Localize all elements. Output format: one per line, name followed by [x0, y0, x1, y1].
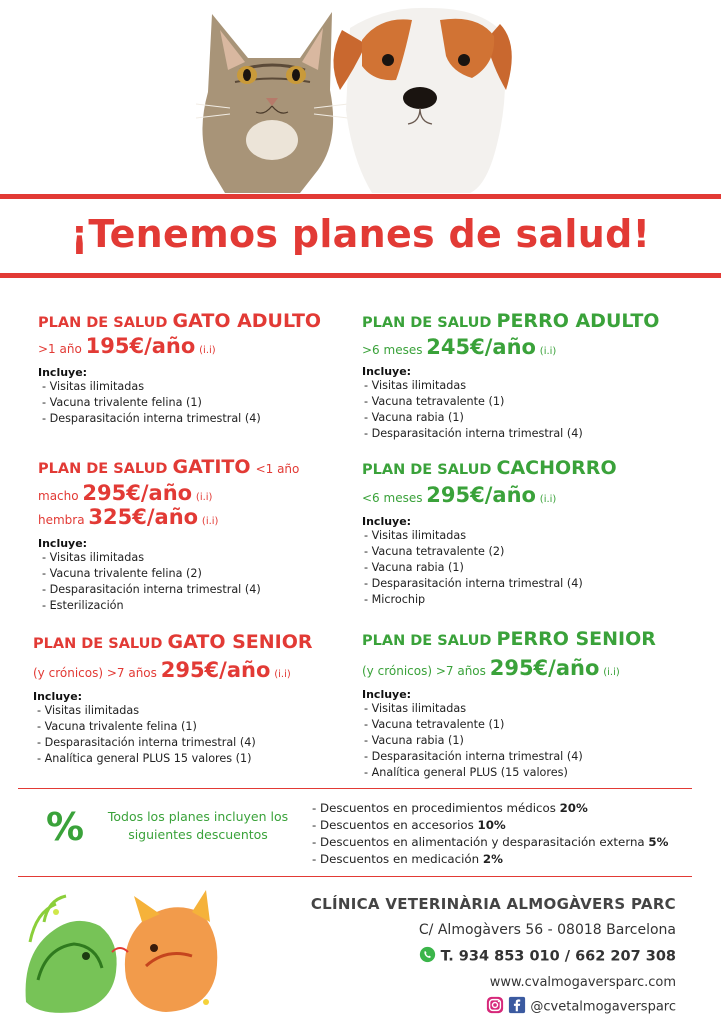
list-item: - Desparasitación interna trimestral (4) — [364, 576, 617, 592]
list-item: - Visitas ilimitadas — [364, 701, 656, 717]
list-item: - Visitas ilimitadas — [364, 528, 617, 544]
plan-qualifier: <6 meses — [362, 491, 423, 505]
list-item: - Desparasitación interna trimestral (4) — [42, 411, 321, 427]
plan-price: 295€/año — [489, 656, 600, 680]
list-item: - Vacuna rabia (1) — [364, 733, 656, 749]
plan-qualifier: macho — [38, 489, 79, 503]
includes-label: Incluye: — [362, 688, 412, 701]
list-item: - Analítica general PLUS (15 valores) — [364, 765, 656, 781]
plan-name: GATO ADULTO — [172, 310, 322, 332]
plan-heading — [362, 457, 617, 479]
plan-age: <1 año — [255, 462, 300, 476]
plan-heading — [33, 631, 313, 653]
discounts-bottom-rule — [18, 876, 692, 877]
plan-name: CACHORRO — [496, 457, 617, 479]
includes-label: Incluye: — [38, 366, 88, 379]
plan-price: 295€/año — [426, 483, 536, 507]
plan-price-line — [362, 335, 659, 359]
list-item: - Analítica general PLUS 15 valores (1) — [37, 751, 313, 767]
instagram-icon[interactable] — [486, 996, 504, 1018]
plan-cachorro — [362, 457, 617, 608]
plan-items — [37, 703, 313, 767]
clinic-address: C/ Almogàvers 56 - 08018 Barcelona — [418, 922, 676, 938]
plan-gato-adulto — [38, 310, 321, 427]
list-item: - Vacuna tetravalente (2) — [364, 544, 617, 560]
plan-name: GATITO — [172, 456, 251, 478]
dog-photo — [333, 8, 511, 193]
plan-price: 195€/año — [85, 334, 196, 358]
plan-price: 245€/año — [426, 335, 536, 359]
title-top-rule — [0, 194, 721, 199]
plan-tax-note: (i.i) — [274, 669, 291, 680]
plan-price: 295€/año — [160, 658, 271, 682]
whatsapp-icon — [419, 946, 436, 967]
clinic-info — [311, 895, 676, 1018]
plan-tax-note: (i.i) — [539, 346, 557, 357]
list-item: - Visitas ilimitadas — [37, 703, 313, 719]
clinic-name: CLÍNICA VETERINÀRIA ALMOGÀVERS PARC — [310, 895, 676, 913]
list-item: - Vacuna trivalente felina (1) — [42, 395, 321, 411]
discount-item: - Descuentos en accesorios 10% — [312, 817, 668, 834]
plan-name: PERRO ADULTO — [496, 310, 660, 332]
plan-perro-adulto — [362, 310, 659, 442]
list-item: - Desparasitación interna trimestral (4) — [364, 749, 656, 765]
discount-item: - Descuentos en alimentación y desparasitación externa 5% — [312, 834, 668, 851]
list-item: - Vacuna tetravalente (1) — [364, 394, 659, 410]
plan-heading — [38, 456, 299, 478]
plan-qualifier: >6 meses — [362, 343, 423, 357]
discount-item: - Descuentos en medicación 2% — [312, 851, 668, 868]
plan-perro-senior — [362, 628, 656, 781]
includes-label: Incluye: — [362, 515, 412, 528]
plan-prefix: PLAN DE SALUD — [362, 633, 492, 649]
plan-heading — [362, 310, 659, 332]
plan-tax-note: (i.i) — [603, 667, 620, 678]
plan-price: 325€/año — [88, 505, 199, 529]
plan-tax-note: (i.i) — [201, 516, 219, 527]
plan-prefix: PLAN DE SALUD — [362, 315, 492, 331]
includes-label: Incluye: — [362, 365, 412, 378]
plan-price-line-hembra — [38, 505, 299, 529]
list-item: - Esterilización — [42, 598, 299, 614]
clinic-social-handle[interactable]: @cvetalmogaversparc — [530, 999, 676, 1015]
clinic-website[interactable]: www.cvalmogaversparc.com — [489, 975, 676, 990]
plan-prefix: PLAN DE SALUD — [33, 636, 163, 652]
discounts-intro: Todos los planes incluyen los siguientes descuentos — [107, 809, 289, 842]
watercolor-pets-art — [16, 882, 226, 1017]
plan-heading — [38, 310, 321, 332]
plan-tax-note: (i.i) — [539, 494, 557, 505]
list-item: - Vacuna rabia (1) — [364, 410, 659, 426]
clinic-social-line[interactable] — [311, 996, 676, 1018]
clinic-phone[interactable]: T. 934 853 010 / 662 207 308 — [440, 948, 676, 965]
discounts-top-rule — [18, 788, 692, 789]
list-item: - Vacuna trivalente felina (1) — [37, 719, 313, 735]
discount-item: - Descuentos en procedimientos médicos 20% — [312, 800, 668, 817]
includes-label: Incluye: — [38, 537, 88, 550]
list-item: - Visitas ilimitadas — [364, 378, 659, 394]
includes-label: Incluye: — [33, 690, 83, 703]
plan-price-line-macho — [38, 481, 299, 505]
plan-prefix: PLAN DE SALUD — [38, 315, 168, 331]
facebook-icon[interactable] — [508, 996, 526, 1018]
plan-price-line — [38, 334, 321, 358]
discounts-list — [312, 800, 668, 868]
plan-qualifier: hembra — [38, 513, 85, 527]
plan-price-line — [33, 658, 313, 682]
plan-tax-note: (i.i) — [199, 345, 216, 356]
plan-price-line — [362, 483, 617, 507]
hero-pets-photo — [0, 0, 721, 195]
plan-items — [42, 379, 321, 427]
plan-qualifier: (y crónicos) >7 años — [33, 666, 157, 680]
plan-name: PERRO SENIOR — [496, 628, 656, 650]
plan-name: GATO SENIOR — [167, 631, 313, 653]
plan-items — [364, 378, 659, 442]
percent-icon: % — [46, 805, 85, 849]
plan-gatito — [38, 456, 299, 614]
title-bottom-rule — [0, 273, 721, 278]
list-item: - Vacuna tetravalente (1) — [364, 717, 656, 733]
list-item: - Vacuna trivalente felina (2) — [42, 566, 299, 582]
plan-heading — [362, 628, 656, 650]
plan-price: 295€/año — [82, 481, 193, 505]
plan-prefix: PLAN DE SALUD — [38, 461, 168, 477]
plan-items — [364, 701, 656, 781]
plan-prefix: PLAN DE SALUD — [362, 462, 492, 478]
plan-qualifier: (y crónicos) >7 años — [362, 664, 486, 678]
list-item: - Visitas ilimitadas — [42, 379, 321, 395]
clinic-phone-line[interactable] — [311, 946, 676, 967]
plan-gato-senior — [33, 631, 313, 767]
list-item: - Desparasitación interna trimestral (4) — [364, 426, 659, 442]
list-item: - Visitas ilimitadas — [42, 550, 299, 566]
plan-tax-note: (i.i) — [195, 492, 213, 503]
list-item: - Desparasitación interna trimestral (4) — [42, 582, 299, 598]
list-item: - Vacuna rabia (1) — [364, 560, 617, 576]
plan-qualifier: >1 año — [38, 342, 82, 356]
list-item: - Microchip — [364, 592, 617, 608]
cat-photo — [196, 12, 348, 193]
plan-items — [364, 528, 617, 608]
plan-items — [42, 550, 299, 614]
page-title: ¡Tenemos planes de salud! — [70, 212, 651, 256]
plan-price-line — [362, 656, 656, 680]
list-item: - Desparasitación interna trimestral (4) — [37, 735, 313, 751]
